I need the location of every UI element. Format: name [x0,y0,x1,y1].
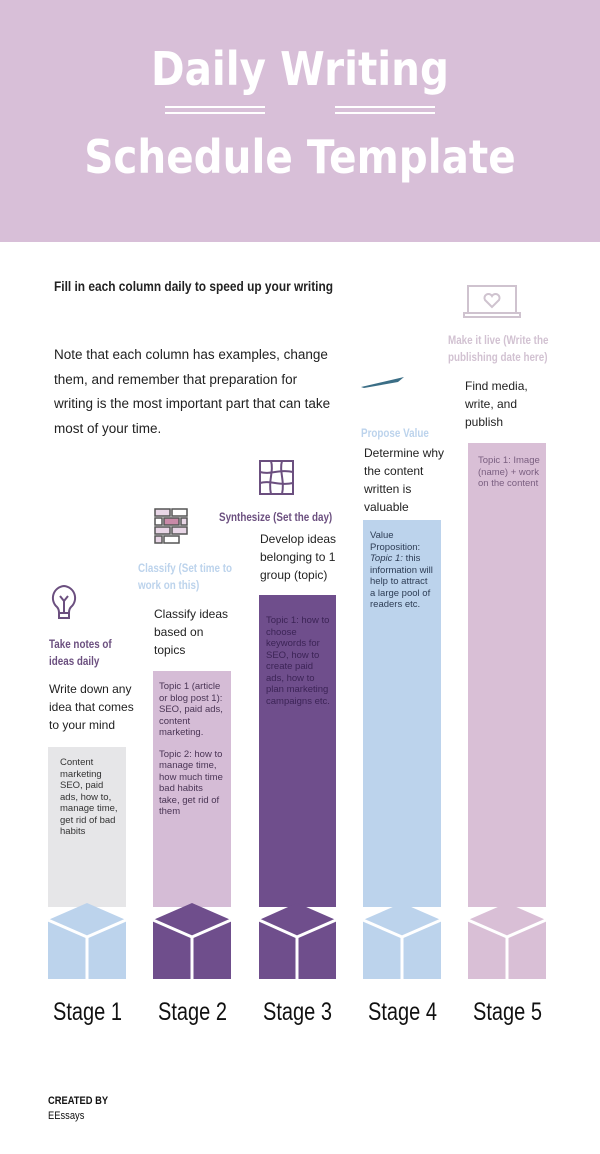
stage-1-title: Take notes of ideas daily [49,637,112,668]
stage-2-title: Classify (Set time to work on this) [138,561,233,592]
stage-4-box-text: this information will help to attract a large pool of readers etc. [370,553,433,610]
stage-5-label: Stage 5 [473,998,542,1026]
stage-1-cube [48,903,126,979]
stage-5-cube [468,903,546,979]
header-banner [0,0,600,242]
title-line-2: Schedule Template [84,130,516,184]
stage-5-box-text: Topic 1: Image (name) + work on the content [478,455,540,489]
subtitle: Fill in each column daily to speed up your writing [54,278,334,294]
grid-icon [259,460,295,496]
stage-3-cube [259,903,336,979]
stage-2-box-text: Topic 1 (article or blog post 1): SEO, paid ads, content marketing. [159,681,223,738]
stage-5-description: Find media, write, and publish [465,379,528,429]
stage-3-label: Stage 3 [263,998,332,1026]
stage-5-title: Make it live (Write the publishing date here) [448,333,549,364]
stage-5-box [468,443,546,907]
laptop-heart-icon [463,285,521,319]
stage-2-box-text: Topic 2: how to manage time, how much time bad habits take, get rid of them [159,748,223,817]
stage-2-label: Stage 2 [158,998,227,1026]
credits-label: CREATED BY [48,1095,109,1107]
stage-3-title: Synthesize (Set the day) [219,510,333,524]
credits-author: EEssays [48,1110,85,1122]
stage-1-box-text: Content marketing SEO, paid ads, how to, manage time, get rid of bad habits [60,757,118,837]
stage-2-cube [153,903,231,979]
stage-1-label: Stage 1 [53,998,122,1026]
note-text: Note that each column has examples, change them, and remember that preparation for writing is the most important part that can take most of your time. [54,347,331,436]
stage-2-box [153,671,231,907]
brick-wall-icon [154,508,188,544]
pen-icon [360,375,406,389]
divider [335,106,435,114]
stage-3-box [259,595,336,907]
stage-4-title: Propose Value [361,426,429,440]
stage-2-description: Classify ideas based on topics [154,607,229,657]
stage-3-description: Develop ideas belonging to 1 group (topic) [260,532,337,582]
stage-4-cube [363,903,441,979]
stage-1-description: Write down any idea that comes to your mind [49,682,134,732]
divider [165,106,265,114]
stage-4-box [363,520,441,907]
title-line-1: Daily Writing [151,42,449,96]
stage-1-box [48,747,126,907]
stage-4-box-text: Value Proposition: [370,530,421,553]
stage-4-box-topic: Topic 1: [370,553,403,564]
stage-4-description: Determine why the content written is valuable [364,446,445,514]
stage-4-label: Stage 4 [368,998,437,1026]
stage-3-box-text: Topic 1: how to choose keywords for SEO, how to create paid ads, how to plan marketing campaigns etc. [266,615,330,707]
lightbulb-icon [48,583,80,623]
